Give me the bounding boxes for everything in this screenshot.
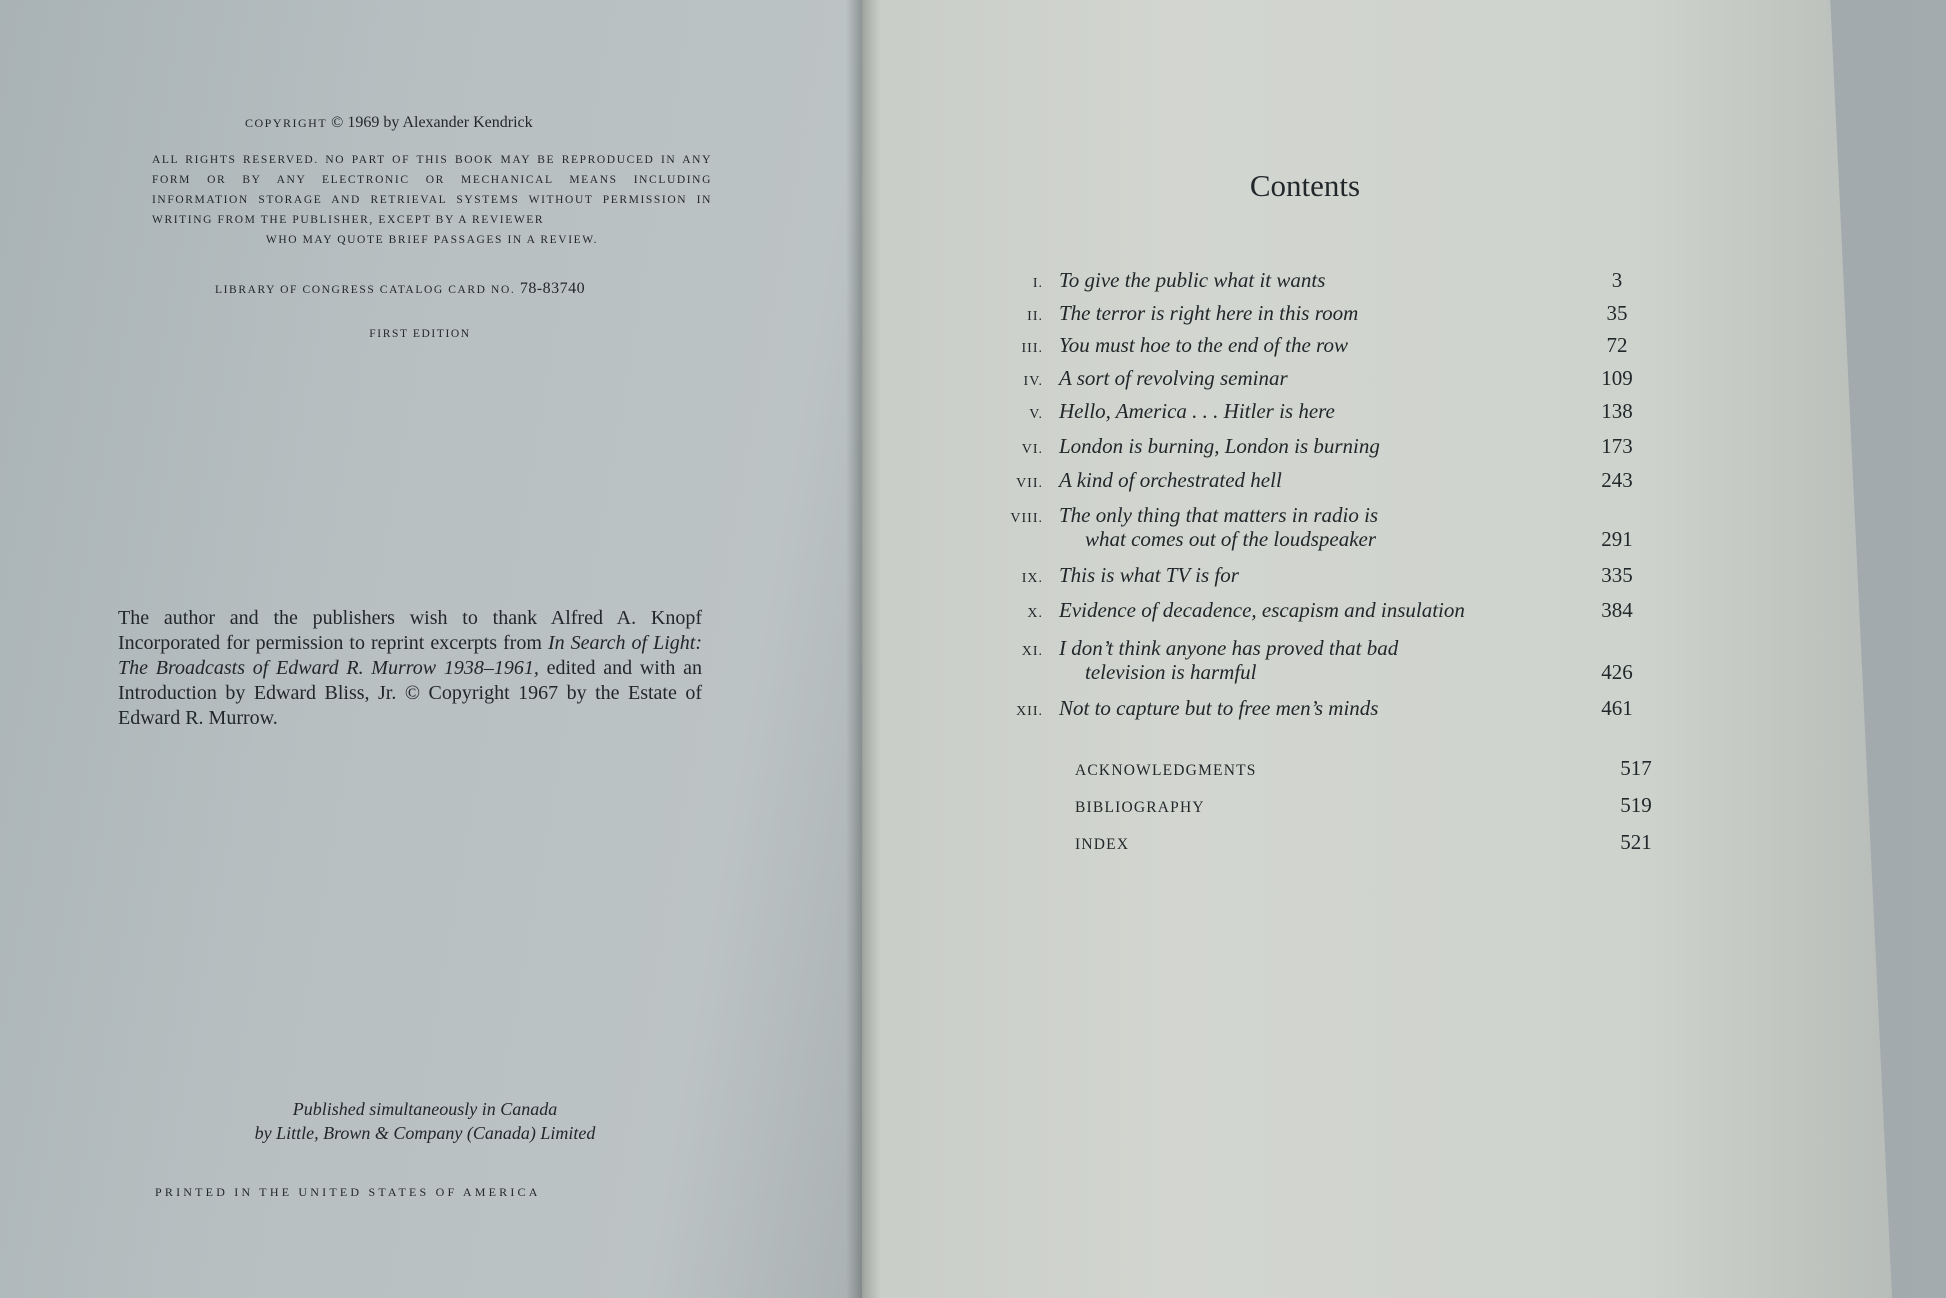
chapter-title: Hello, America . . . Hitler is here [1059,399,1335,423]
back-matter-title: BIBLIOGRAPHY [1075,799,1205,816]
lccn-line [215,280,675,298]
chapter-number: VII. [1016,476,1043,491]
chapter-number: X. [1027,606,1043,621]
chapter-number: IV. [1023,374,1043,389]
lccn-number: 78-83740 [519,280,586,297]
edition-label: FIRST EDITION [369,328,471,340]
chapter-page: 72 [1606,333,1628,357]
chapter-title-line2: television is harmful [1085,660,1257,684]
back-matter-page: 521 [1620,830,1652,854]
lccn-label: LIBRARY OF CONGRESS CATALOG CARD NO. [215,284,516,296]
chapter-page: 109 [1601,366,1633,390]
chapter-title: The only thing that matters in radio is what comes out of the loudspeaker [1059,503,1559,551]
chapter-page: 426 [1601,660,1633,684]
chapter-title: This is what TV is for [1059,563,1239,587]
chapter-number: IX. [1021,571,1043,586]
chapter-title: The terror is right here in this room [1059,301,1359,325]
back-matter-page: 519 [1620,793,1652,817]
back-matter-title: ACKNOWLEDGMENTS [1075,762,1257,779]
chapter-number: II. [1027,309,1043,324]
chapter-title: To give the public what it wants [1059,268,1326,292]
canada-line2: by Little, Brown & Company (Canada) Limited [254,1123,596,1143]
chapter-number: III. [1021,341,1043,356]
ack-book-title: In Search of Light: The Broadcasts of Edward R. Murrow 1938–1961, [118,632,702,679]
printed-in-line: PRINTED IN THE UNITED STATES OF AMERICA [155,1185,541,1199]
chapter-title: A kind of orchestrated hell [1059,468,1282,492]
rights-last-line: WHO MAY QUOTE BRIEF PASSAGES IN A REVIEW. [265,234,599,246]
chapter-page: 3 [1611,268,1623,292]
chapter-number: V. [1029,407,1043,422]
chapter-page: 461 [1601,696,1633,720]
chapter-title: Evidence of decadence, escapism and insulation [1059,598,1465,622]
chapter-page: 243 [1601,468,1633,492]
chapter-page: 384 [1601,598,1633,622]
chapter-page: 138 [1601,399,1633,423]
chapter-number: XI. [1021,644,1043,659]
canada-line1: Published simultaneously in Canada [292,1099,558,1119]
rights-text: ALL RIGHTS RESERVED. NO PART OF THIS BOOK MAY BE REPRODUCED IN ANY FORM OR BY ANY ELECTRONIC OR MECHANICAL MEANS INCLUDING INFORMATION STORAGE AND RETRIEVAL SYSTEMS WITHOUT PERMISSION IN WRITING FROM THE PUBLISHER, EXCEPT BY A REVIEWER [152,154,712,226]
chapter-number: I. [1032,276,1043,291]
copyright-label: COPYRIGHT [245,116,328,130]
back-matter-page: 517 [1620,756,1652,780]
chapter-page: 173 [1601,434,1633,458]
chapter-page: 291 [1601,527,1633,551]
chapter-title-line2: what comes out of the loudspeaker [1085,527,1377,551]
acknowledgment-paragraph [118,606,702,731]
copyright-line [245,114,665,132]
chapter-number: VIII. [1010,511,1043,526]
chapter-title: London is burning, London is burning [1059,434,1380,458]
rights-notice [152,150,712,250]
canada-publisher [160,1097,690,1145]
chapter-number: VI. [1021,442,1043,457]
back-matter-title: INDEX [1075,836,1130,853]
chapter-title: A sort of revolving seminar [1059,366,1288,390]
chapter-title: You must hoe to the end of the row [1059,333,1348,357]
chapter-title: Not to capture but to free men’s minds [1059,696,1379,720]
chapter-title: I don’t think anyone has proved that bad television is harmful [1059,636,1559,684]
ack-part2: edited and with an Introduction by Edward Bliss, Jr. © Copyright 1967 by the Estate of Edward R. Murrow. [118,657,702,729]
chapter-page: 35 [1606,301,1628,325]
chapter-number: XII. [1016,704,1043,719]
contents-title: Contents [1249,168,1361,203]
book-gutter [846,0,880,1298]
ack-part1: The author and the publishers wish to thank Alfred A. Knopf Incorporated for permission to reprint excerpts from [118,607,702,654]
copyright-text: © 1969 by Alexander Kendrick [331,114,533,131]
chapter-page: 335 [1601,563,1633,587]
